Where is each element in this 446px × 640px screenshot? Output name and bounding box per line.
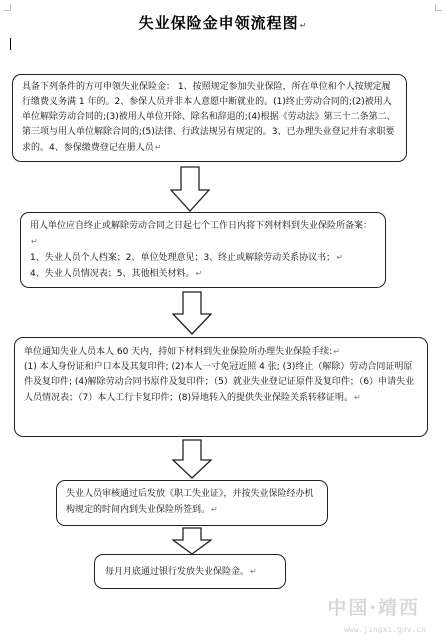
down-arrow-icon: [172, 527, 212, 555]
paragraph-mark: ↵: [299, 21, 308, 30]
step-text: 每月月底通过银行发放失业保险金。↵: [105, 567, 257, 577]
step-text: 1、失业人员个人档案；2、单位处理意见；3、终止或解除劳动关系协议书；↵: [30, 253, 343, 263]
watermark-logo: 中国·靖西: [327, 597, 420, 619]
flow-step-review-issue-certificate: [56, 480, 328, 526]
flow-step-unemployed-application: [14, 337, 428, 437]
flow-step-eligibility: [12, 74, 407, 162]
flow-step-monthly-payment: [94, 554, 286, 589]
down-arrow-icon: [170, 166, 210, 212]
page-corner-mark-left: [4, 4, 11, 11]
step-text: 具备下列条件的方可申领失业保险金： 1、按照规定参加失业保险，所在单位和个人按规定履行缴费义务满 1 年的。2、参保人员并非本人意愿中断就业的。(1)终止劳动合同的;(2)被用人单位解除劳动合同的;(3)被用人单位开除、除名和辞退的;(4)根据《劳动法》第三十二条第二、第三项与用人单位解除合同的;(5)法律、行政法规另有规定的。3、已办理失业登记并有求职要求的。4、参保缴费登记在册人员↵: [22, 82, 396, 153]
watermark-url: www.jingxi.gov.cn: [344, 625, 426, 634]
page-title: 失业保险金申领流程图↵: [138, 14, 308, 32]
down-arrow-icon: [172, 439, 212, 479]
step-text: 4、失业人员情况表；5、其他相关材料。↵: [30, 269, 203, 279]
down-arrow-icon: [172, 291, 212, 335]
text-cursor: [10, 38, 11, 50]
step-text: 用人单位应自终止或解除劳动合同之日起七个工作日内将下列材料到失业保险所备案：↵: [30, 221, 373, 246]
flow-step-employer-filing: [20, 212, 386, 288]
page-corner-mark-right: [435, 4, 442, 11]
step-text: 单位通知失业人员本人 60 天内，持如下材料到失业保险所办理失业保险手续:↵: [24, 347, 340, 357]
step-text: 失业人员审核通过后发放《职工失业证》，并按失业保险经办机构规定的时间内到失业保险所签到。↵: [66, 489, 314, 515]
step-text: (1) 本人身份证和户口本及其复印件; (2)本人一寸免冠近照 4 张; (3)终止（解除）劳动合同证明原件及复印件; (4)解除劳动合同书原件及复印件；（5）就业失业登记证原件及复印件；（6）申请失业人员情况表；（7）本人工行卡复印件；(8)异地转入的提供失业保险关系转移证明。↵: [24, 362, 415, 403]
